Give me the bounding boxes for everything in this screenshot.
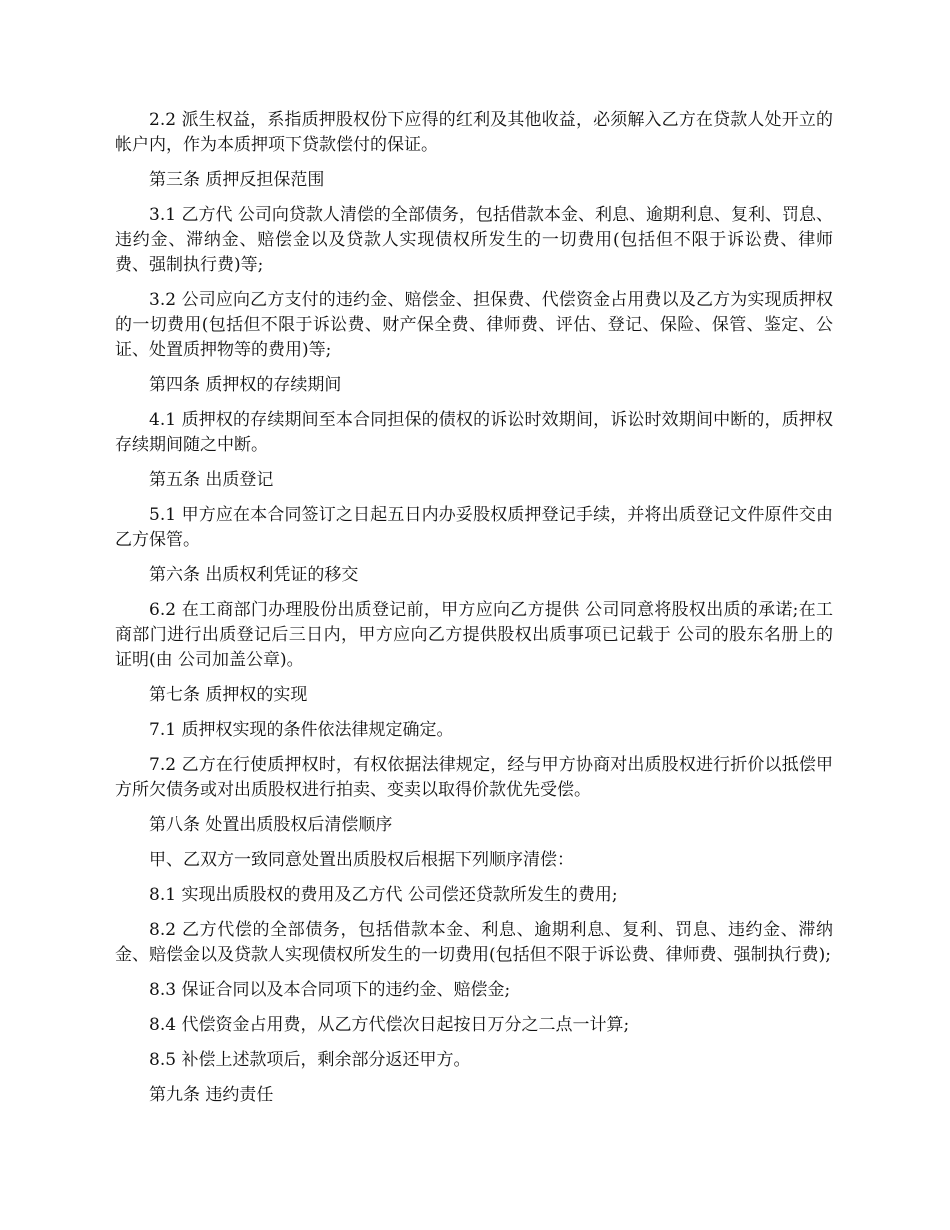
paragraph: 5.1 甲方应在本合同签订之日起五日内办妥股权质押登记手续，并将出质登记文件原件交由乙方保管。 — [115, 505, 833, 550]
paragraph: 8.5 补偿上述款项后，剩余部分返还甲方。 — [149, 1050, 471, 1070]
article-heading: 第八条 处置出质股权后清偿顺序 — [149, 815, 393, 835]
paragraph: 8.4 代偿资金占用费，从乙方代偿次日起按日万分之二点一计算; — [149, 1015, 630, 1035]
paragraph: 8.2 乙方代偿的全部债务，包括借款本金、利息、逾期利息、复利、罚息、违约金、滞纳金、赔偿金以及贷款人实现债权所发生的一切费用(包括但不限于诉讼费、律师费、强制执行费); — [115, 920, 833, 965]
paragraph: 6.2 在工商部门办理股份出质登记前，甲方应向乙方提供 公司同意将股权出质的承诺;在工商部门进行出质登记后三日内，甲方应向乙方提供股权出质事项已记载于 公司的股东名册上的证明(由 公司加盖公章)。 — [115, 600, 833, 670]
article-heading: 第五条 出质登记 — [149, 470, 274, 490]
article-heading: 第九条 违约责任 — [149, 1085, 274, 1105]
article-heading: 第六条 出质权利凭证的移交 — [149, 565, 359, 585]
paragraph: 7.2 乙方在行使质押权时，有权依据法律规定，经与甲方协商对出质股权进行折价以抵偿甲方所欠债务或对出质股权进行拍卖、变卖以取得价款优先受偿。 — [115, 755, 833, 800]
article-heading: 第四条 质押权的存续期间 — [149, 375, 342, 395]
paragraph: 3.1 乙方代 公司向贷款人清偿的全部债务，包括借款本金、利息、逾期利息、复利、罚息、违约金、滞纳金、赔偿金以及贷款人实现债权所发生的一切费用(包括但不限于诉讼费、律师费、强制执行费)等; — [115, 205, 833, 275]
paragraph: 3.2 公司应向乙方支付的违约金、赔偿金、担保费、代偿资金占用费以及乙方为实现质押权的一切费用(包括但不限于诉讼费、财产保全费、律师费、评估、登记、保险、保管、鉴定、公证、处置质押物等的费用)等; — [115, 290, 833, 360]
paragraph: 2.2 派生权益，系指质押股权份下应得的红利及其他收益，必须解入乙方在贷款人处开立的帐户内，作为本质押项下贷款偿付的保证。 — [115, 110, 833, 155]
paragraph: 8.3 保证合同以及本合同项下的违约金、赔偿金; — [149, 980, 511, 1000]
paragraph: 7.1 质押权实现的条件依法律规定确定。 — [149, 720, 454, 740]
paragraph: 8.1 实现出质股权的费用及乙方代 公司偿还贷款所发生的费用; — [149, 885, 618, 905]
paragraph: 4.1 质押权的存续期间至本合同担保的债权的诉讼时效期间，诉讼时效期间中断的，质押权存续期间随之中断。 — [115, 410, 833, 455]
paragraph: 甲、乙双方一致同意处置出质股权后根据下列顺序清偿： — [149, 850, 574, 870]
article-heading: 第三条 质押反担保范围 — [149, 170, 325, 190]
article-heading: 第七条 质押权的实现 — [149, 685, 308, 705]
document-body — [115, 108, 833, 1118]
